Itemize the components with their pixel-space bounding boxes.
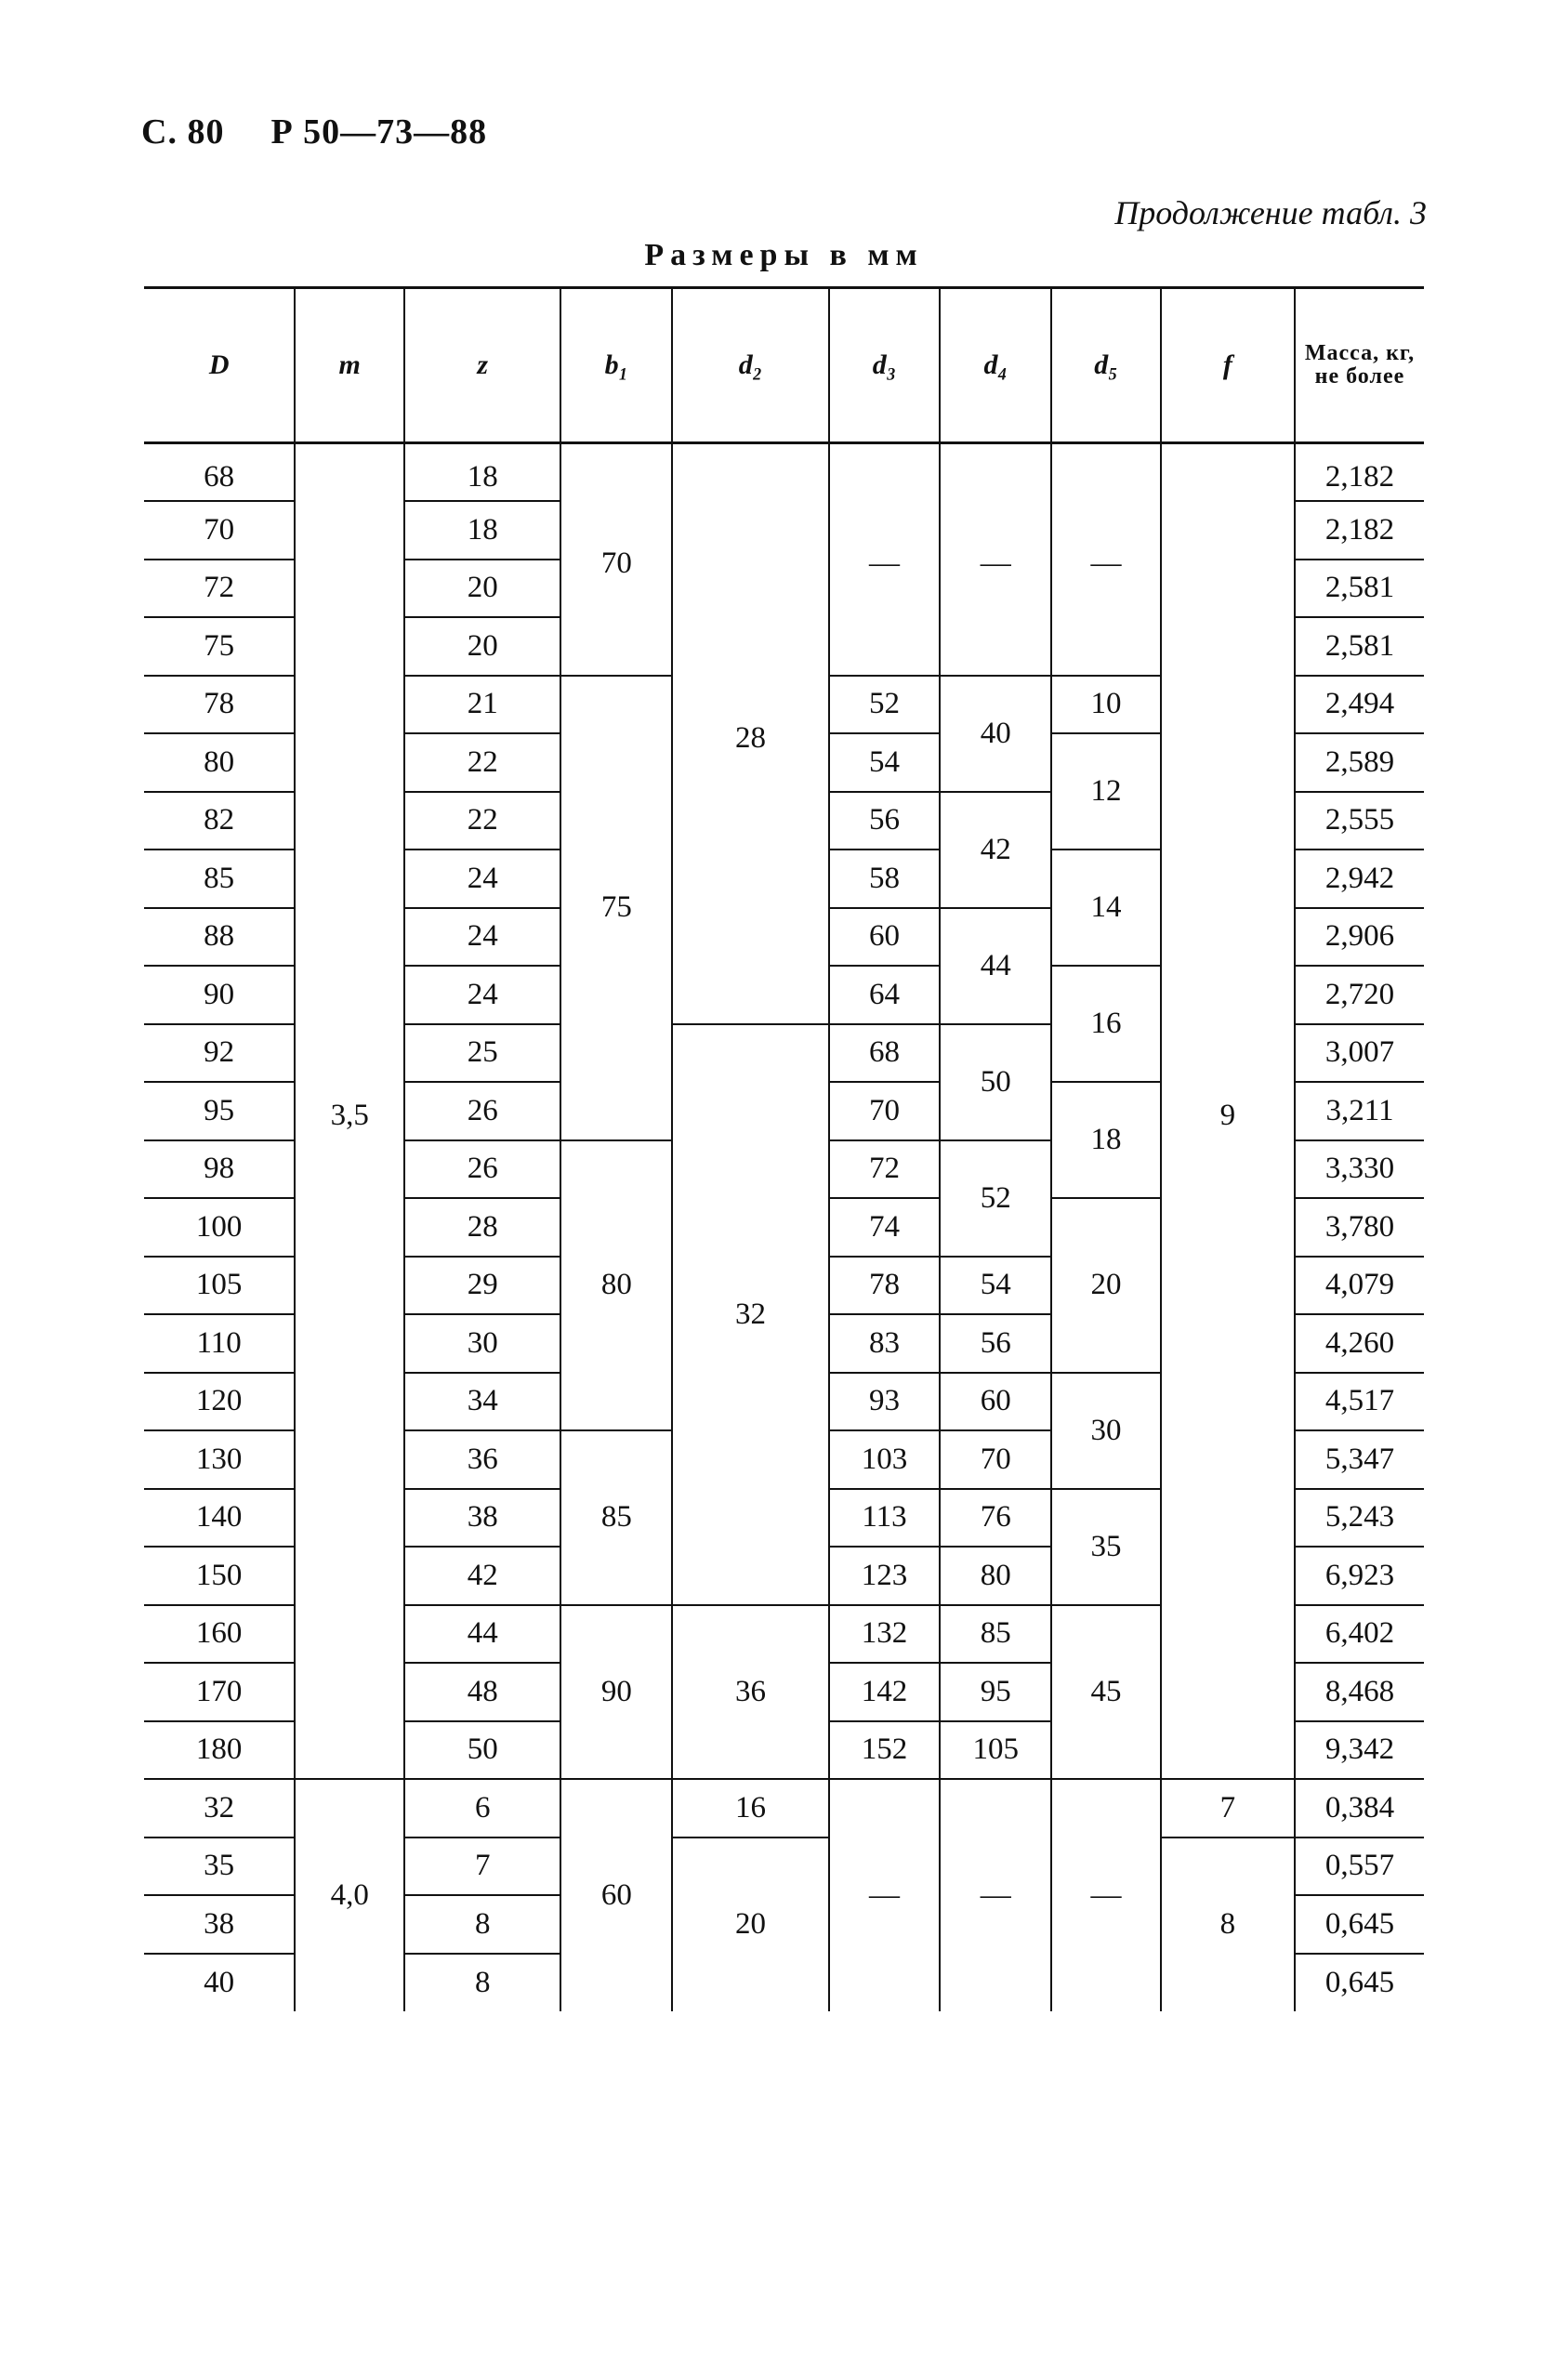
cell-b1: 80 <box>560 1140 672 1431</box>
cell-d4: 52 <box>940 1140 1051 1257</box>
cell-D: 105 <box>144 1257 295 1315</box>
cell-z: 42 <box>404 1547 560 1605</box>
cell-z: 25 <box>404 1024 560 1083</box>
cell-d5: 35 <box>1051 1489 1161 1605</box>
cell-d3: 123 <box>829 1547 941 1605</box>
cell-D: 75 <box>144 617 295 676</box>
header-z: z <box>404 288 560 443</box>
cell-z: 20 <box>404 617 560 676</box>
cell-z: 8 <box>404 1954 560 2012</box>
header-f: f <box>1161 288 1295 443</box>
cell-mass: 4,517 <box>1295 1373 1424 1431</box>
cell-z: 21 <box>404 676 560 734</box>
cell-z: 30 <box>404 1314 560 1373</box>
cell-D: 90 <box>144 966 295 1024</box>
cell-d3: 72 <box>829 1140 941 1199</box>
cell-d4: 60 <box>940 1373 1051 1431</box>
cell-d2: 32 <box>672 1024 828 1605</box>
cell-mass: 5,347 <box>1295 1430 1424 1489</box>
cell-z: 22 <box>404 733 560 792</box>
cell-mass: 3,007 <box>1295 1024 1424 1083</box>
cell-mass: 2,906 <box>1295 908 1424 967</box>
header-D: D <box>144 288 295 443</box>
cell-D: 110 <box>144 1314 295 1373</box>
table-body <box>144 443 1424 2012</box>
cell-d3: 142 <box>829 1663 941 1721</box>
cell-z: 18 <box>404 443 560 502</box>
cell-z: 18 <box>404 501 560 560</box>
cell-d4: 50 <box>940 1024 1051 1140</box>
cell-D: 170 <box>144 1663 295 1721</box>
cell-mass: 0,557 <box>1295 1838 1424 1896</box>
cell-z: 8 <box>404 1895 560 1954</box>
cell-d3: 74 <box>829 1198 941 1257</box>
cell-d3: — <box>829 443 941 676</box>
cell-d3: — <box>829 1779 941 2011</box>
cell-z: 38 <box>404 1489 560 1548</box>
cell-d5: — <box>1051 1779 1161 2011</box>
cell-d5: 30 <box>1051 1373 1161 1489</box>
cell-d4: 70 <box>940 1430 1051 1489</box>
cell-b1: 90 <box>560 1605 672 1780</box>
cell-d4: 54 <box>940 1257 1051 1315</box>
cell-D: 95 <box>144 1082 295 1140</box>
table-header-row <box>144 288 1424 443</box>
cell-mass: 2,555 <box>1295 792 1424 850</box>
cell-b1: 60 <box>560 1779 672 2011</box>
cell-d5: 45 <box>1051 1605 1161 1780</box>
cell-d5: — <box>1051 443 1161 676</box>
cell-d4: 105 <box>940 1721 1051 1780</box>
cell-mass: 5,243 <box>1295 1489 1424 1548</box>
cell-D: 68 <box>144 443 295 502</box>
header-d2: d₂ <box>672 288 828 443</box>
cell-z: 36 <box>404 1430 560 1489</box>
cell-f: 8 <box>1161 1838 1295 2012</box>
cell-z: 34 <box>404 1373 560 1431</box>
cell-mass: 2,720 <box>1295 966 1424 1024</box>
cell-z: 50 <box>404 1721 560 1780</box>
header-d5: d₅ <box>1051 288 1161 443</box>
cell-D: 88 <box>144 908 295 967</box>
cell-d4: — <box>940 443 1051 676</box>
cell-m: 4,0 <box>295 1779 404 2011</box>
cell-d4: — <box>940 1779 1051 2011</box>
header-mass: Масса, кг, не более <box>1295 288 1424 443</box>
cell-d5: 10 <box>1051 676 1161 734</box>
cell-mass: 2,942 <box>1295 850 1424 908</box>
cell-d3: 113 <box>829 1489 941 1548</box>
cell-z: 28 <box>404 1198 560 1257</box>
cell-d3: 52 <box>829 676 941 734</box>
cell-D: 98 <box>144 1140 295 1199</box>
cell-z: 22 <box>404 792 560 850</box>
cell-D: 82 <box>144 792 295 850</box>
dimensions-table <box>144 286 1424 2011</box>
cell-d3: 132 <box>829 1605 941 1664</box>
cell-mass: 3,211 <box>1295 1082 1424 1140</box>
cell-mass: 9,342 <box>1295 1721 1424 1780</box>
cell-d3: 152 <box>829 1721 941 1780</box>
header-d4: d₄ <box>940 288 1051 443</box>
cell-z: 24 <box>404 908 560 967</box>
cell-mass: 8,468 <box>1295 1663 1424 1721</box>
cell-d3: 83 <box>829 1314 941 1373</box>
cell-z: 26 <box>404 1140 560 1199</box>
cell-mass: 3,330 <box>1295 1140 1424 1199</box>
page-number: С. 80 <box>141 112 225 151</box>
cell-D: 80 <box>144 733 295 792</box>
standard-designation: Р 50—73—88 <box>270 112 488 151</box>
cell-d4: 42 <box>940 792 1051 908</box>
cell-D: 180 <box>144 1721 295 1780</box>
cell-m: 3,5 <box>295 443 404 1780</box>
cell-b1: 75 <box>560 676 672 1140</box>
cell-d4: 44 <box>940 908 1051 1024</box>
cell-mass: 6,923 <box>1295 1547 1424 1605</box>
units-caption-text: Размеры в мм <box>644 238 924 272</box>
header-d3: d₃ <box>829 288 941 443</box>
cell-D: 32 <box>144 1779 295 1838</box>
cell-D: 38 <box>144 1895 295 1954</box>
cell-mass: 0,645 <box>1295 1954 1424 2012</box>
cell-d3: 60 <box>829 908 941 967</box>
cell-mass: 4,079 <box>1295 1257 1424 1315</box>
cell-d5: 16 <box>1051 966 1161 1082</box>
cell-mass: 2,589 <box>1295 733 1424 792</box>
table-row <box>144 443 1424 502</box>
cell-D: 140 <box>144 1489 295 1548</box>
cell-d4: 56 <box>940 1314 1051 1373</box>
page-header <box>141 112 487 152</box>
cell-d3: 64 <box>829 966 941 1024</box>
cell-d3: 58 <box>829 850 941 908</box>
cell-D: 78 <box>144 676 295 734</box>
cell-d3: 93 <box>829 1373 941 1431</box>
cell-f: 7 <box>1161 1779 1295 1838</box>
cell-D: 130 <box>144 1430 295 1489</box>
cell-mass: 2,494 <box>1295 676 1424 734</box>
cell-d3: 54 <box>829 733 941 792</box>
cell-d4: 95 <box>940 1663 1051 1721</box>
cell-D: 160 <box>144 1605 295 1664</box>
cell-d2: 20 <box>672 1838 828 2012</box>
cell-mass: 6,402 <box>1295 1605 1424 1664</box>
cell-d2: 16 <box>672 1779 828 1838</box>
cell-D: 120 <box>144 1373 295 1431</box>
cell-d5: 20 <box>1051 1198 1161 1373</box>
cell-mass: 0,645 <box>1295 1895 1424 1954</box>
cell-d4: 80 <box>940 1547 1051 1605</box>
cell-D: 100 <box>144 1198 295 1257</box>
cell-d5: 14 <box>1051 850 1161 966</box>
header-m: m <box>295 288 404 443</box>
cell-D: 70 <box>144 501 295 560</box>
cell-z: 6 <box>404 1779 560 1838</box>
cell-d4: 76 <box>940 1489 1051 1548</box>
cell-z: 48 <box>404 1663 560 1721</box>
units-caption <box>0 238 1568 273</box>
cell-mass: 0,384 <box>1295 1779 1424 1838</box>
cell-D: 72 <box>144 560 295 618</box>
cell-d3: 78 <box>829 1257 941 1315</box>
cell-z: 24 <box>404 966 560 1024</box>
cell-mass: 2,182 <box>1295 501 1424 560</box>
cell-D: 35 <box>144 1838 295 1896</box>
cell-d5: 12 <box>1051 733 1161 850</box>
cell-z: 7 <box>404 1838 560 1896</box>
cell-mass: 4,260 <box>1295 1314 1424 1373</box>
cell-mass: 2,581 <box>1295 617 1424 676</box>
header-b1: b₁ <box>560 288 672 443</box>
table-continuation-caption: Продолжение табл. 3 <box>1114 194 1427 231</box>
cell-d3: 103 <box>829 1430 941 1489</box>
cell-mass: 2,182 <box>1295 443 1424 502</box>
cell-d5: 18 <box>1051 1082 1161 1198</box>
cell-z: 44 <box>404 1605 560 1664</box>
cell-b1: 70 <box>560 443 672 676</box>
cell-b1: 85 <box>560 1430 672 1605</box>
cell-d3: 70 <box>829 1082 941 1140</box>
cell-z: 29 <box>404 1257 560 1315</box>
cell-mass: 2,581 <box>1295 560 1424 618</box>
cell-f: 9 <box>1161 443 1295 1780</box>
cell-D: 40 <box>144 1954 295 2012</box>
cell-d3: 68 <box>829 1024 941 1083</box>
cell-z: 26 <box>404 1082 560 1140</box>
cell-D: 92 <box>144 1024 295 1083</box>
cell-mass: 3,780 <box>1295 1198 1424 1257</box>
cell-d3: 56 <box>829 792 941 850</box>
cell-d4: 85 <box>940 1605 1051 1664</box>
table-row <box>144 1779 1424 1838</box>
cell-D: 150 <box>144 1547 295 1605</box>
cell-d2: 28 <box>672 443 828 1024</box>
cell-d4: 40 <box>940 676 1051 792</box>
cell-D: 85 <box>144 850 295 908</box>
cell-z: 24 <box>404 850 560 908</box>
cell-d2: 36 <box>672 1605 828 1780</box>
cell-z: 20 <box>404 560 560 618</box>
